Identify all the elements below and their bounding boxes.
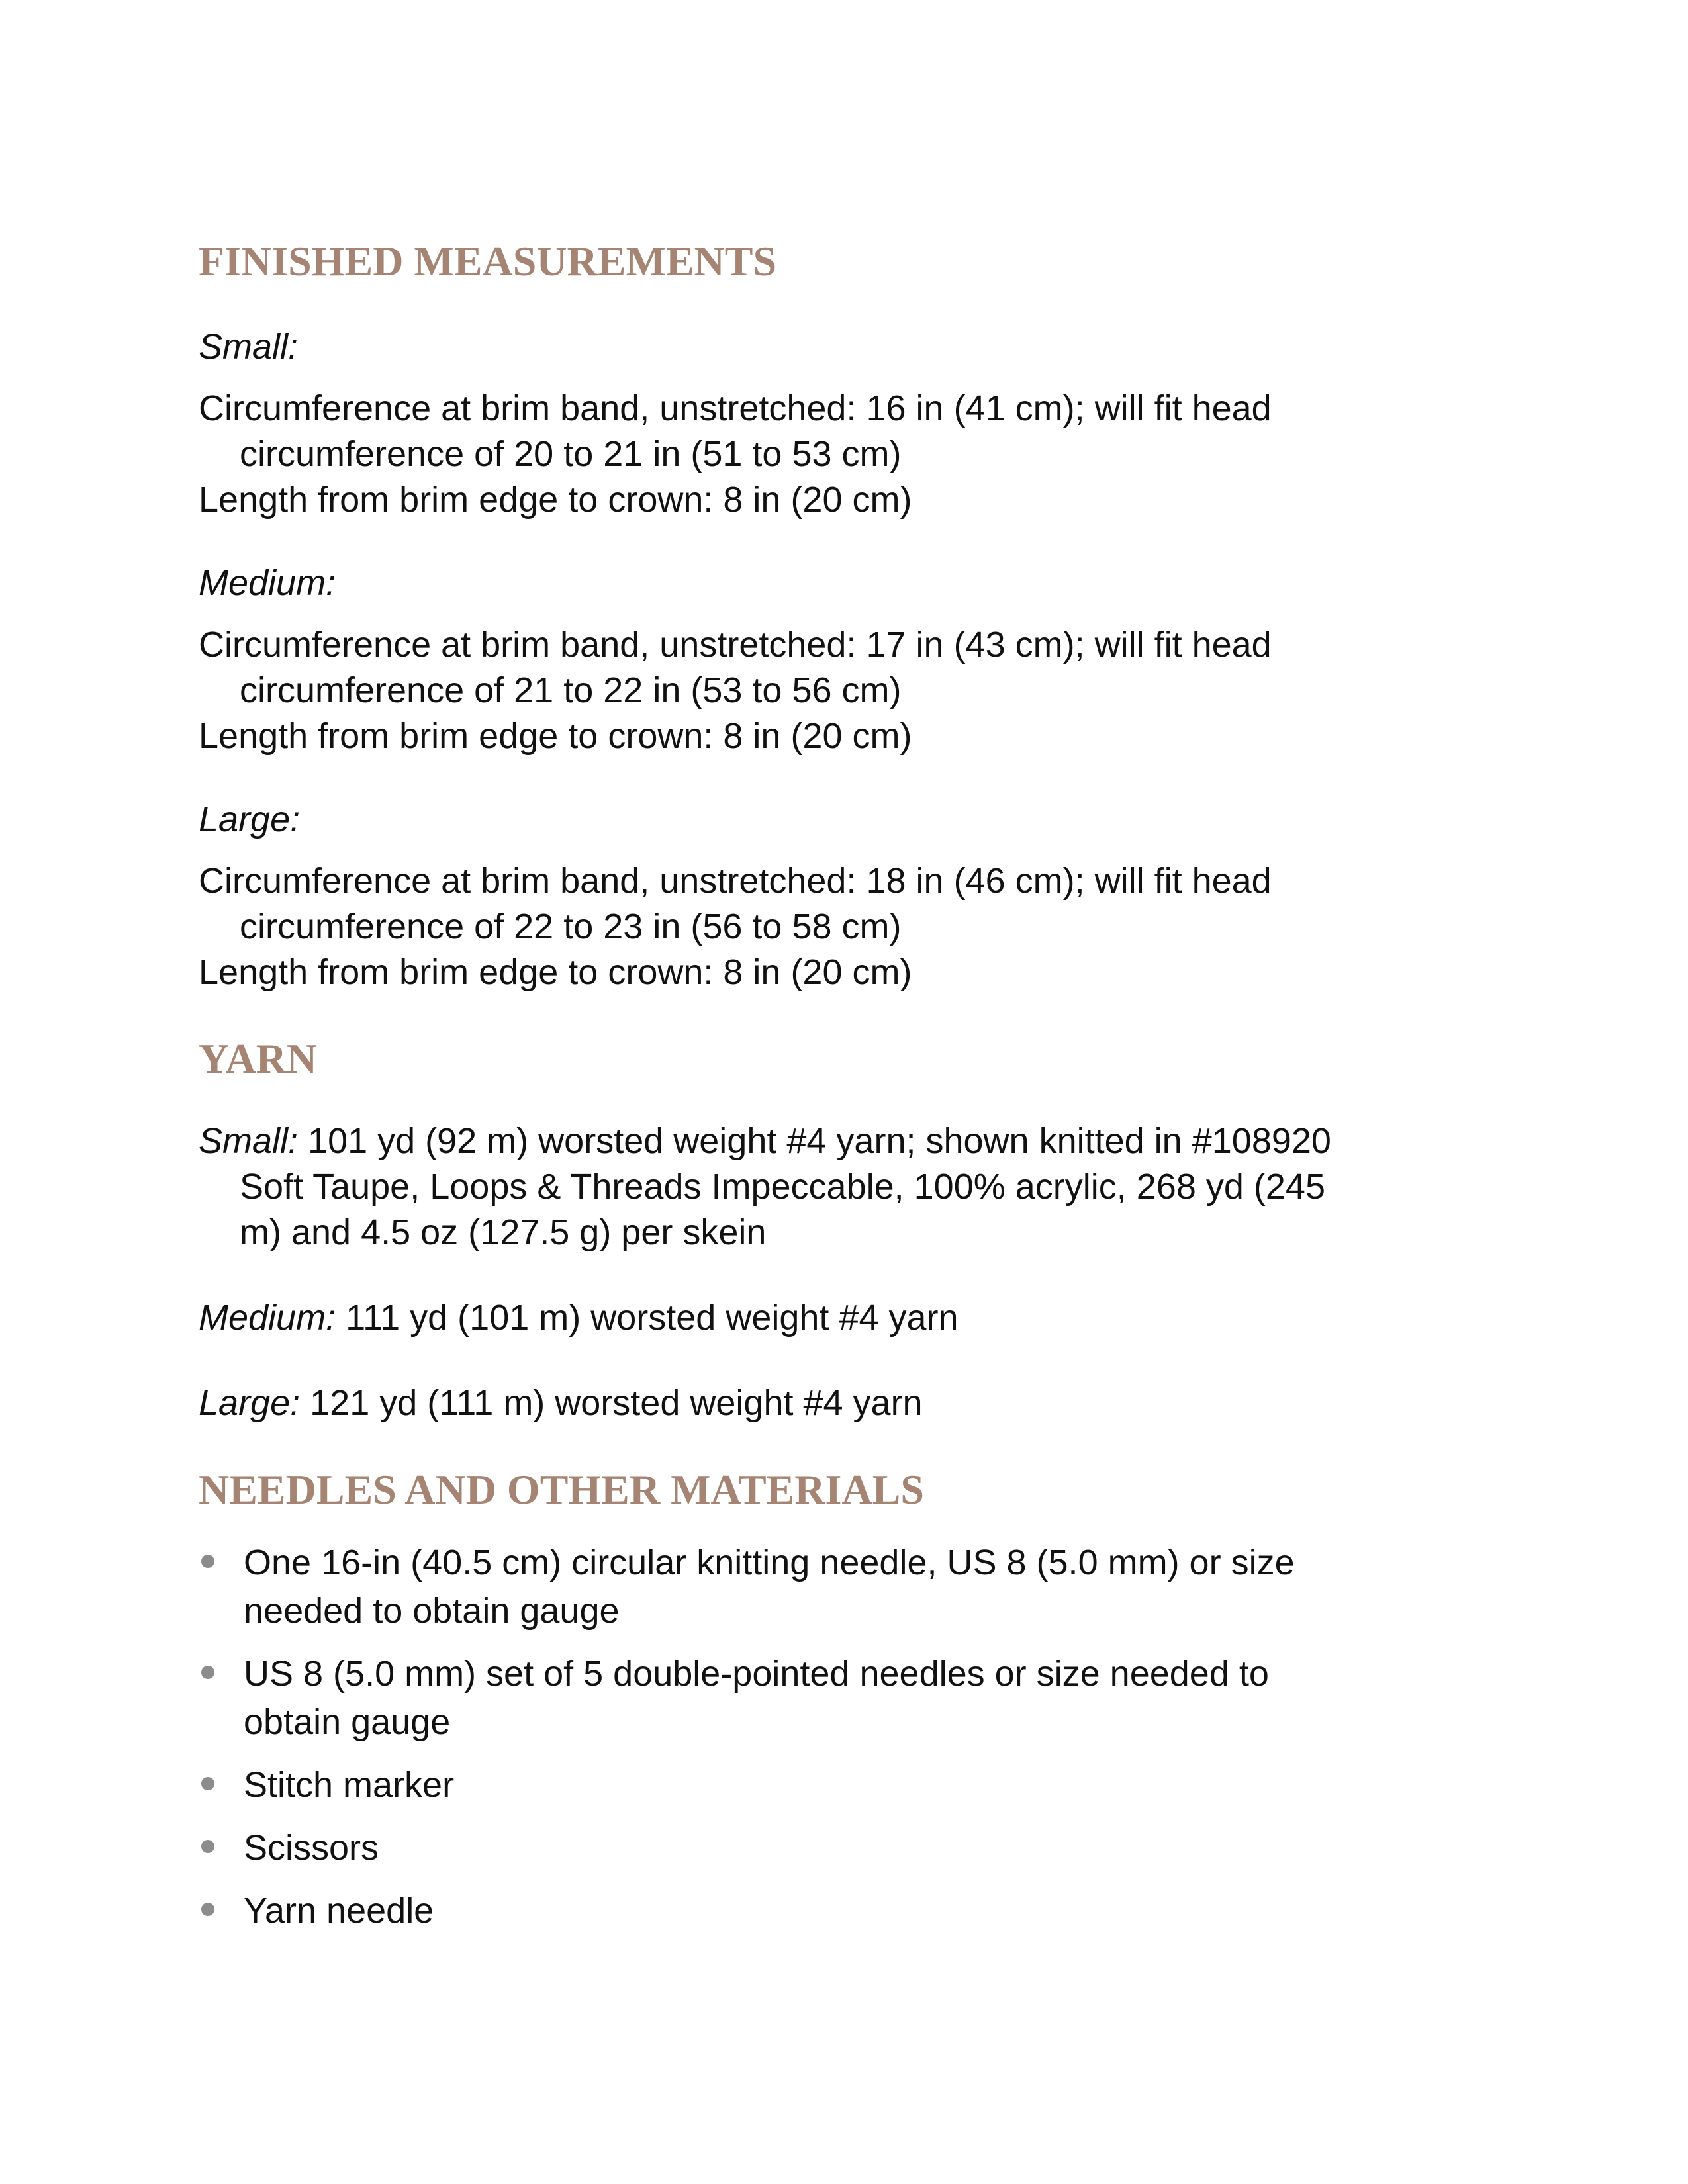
finished-measurements-heading: FINISHED MEASUREMENTS (199, 238, 777, 285)
size-medium-length: Length from brim edge to crown: 8 in (20 cm) (199, 716, 912, 756)
yarn-heading: YARN (199, 1035, 317, 1082)
yarn-small-line1 (199, 1118, 1496, 1164)
materials-item-dpn-line2: obtain gauge (244, 1702, 451, 1742)
yarn-small-line2: Soft Taupe, Loops & Threads Impeccable, 100% acrylic, 268 yd (245 (240, 1167, 1325, 1206)
bullet-icon (201, 1555, 214, 1568)
materials-item-stitch-marker: Stitch marker (244, 1765, 455, 1805)
yarn-small-text: 101 yd (92 m) worsted weight #4 yarn; shown knitted in #108920 (298, 1121, 1331, 1161)
size-large-label: Large: (199, 799, 301, 839)
yarn-large-text: 121 yd (111 m) worsted weight #4 yarn (300, 1383, 923, 1423)
yarn-large-line1 (199, 1381, 1496, 1426)
bullet-icon (201, 1777, 214, 1790)
materials-item-circular-needle-line1: One 16-in (40.5 cm) circular knitting needle, US 8 (5.0 mm) or size (244, 1543, 1295, 1582)
size-large-circumference: Circumference at brim band, unstretched: 18 in (46 cm); will fit head (199, 861, 1272, 901)
yarn-large-label: Large: (199, 1383, 301, 1423)
list-item (199, 1650, 1496, 1747)
materials-list (199, 1539, 1496, 1935)
bullet-icon (201, 1840, 214, 1853)
document-body (199, 235, 1496, 1950)
yarn-medium-entry (199, 1295, 1496, 1341)
size-large-block (199, 796, 1496, 995)
size-small-block (199, 324, 1496, 523)
list-item (199, 1824, 1496, 1872)
list-item (199, 1539, 1496, 1635)
yarn-medium-label: Medium: (199, 1298, 336, 1338)
bullet-icon (201, 1903, 214, 1916)
size-medium-circumference: Circumference at brim band, unstretched: 17 in (43 cm); will fit head (199, 625, 1272, 664)
yarn-medium-text: 111 yd (101 m) worsted weight #4 yarn (336, 1298, 959, 1338)
size-large-length: Length from brim edge to crown: 8 in (20 cm) (199, 952, 912, 992)
size-small-label: Small: (199, 327, 299, 367)
yarn-small-entry (199, 1118, 1496, 1255)
materials-item-circular-needle-line2: needed to obtain gauge (244, 1591, 620, 1631)
materials-item-yarn-needle: Yarn needle (244, 1891, 434, 1931)
yarn-small-label: Small: (199, 1121, 299, 1161)
size-medium-block (199, 560, 1496, 759)
yarn-large-entry (199, 1381, 1496, 1426)
needles-heading: NEEDLES AND OTHER MATERIALS (199, 1466, 924, 1513)
size-small-head-circumference: circumference of 20 to 21 in (51 to 53 cm) (240, 434, 902, 474)
size-small-length: Length from brim edge to crown: 8 in (20 cm) (199, 480, 912, 520)
list-item (199, 1761, 1496, 1809)
size-small-circumference: Circumference at brim band, unstretched: 16 in (41 cm); will fit head (199, 388, 1272, 428)
yarn-medium-line1 (199, 1295, 1496, 1341)
size-large-head-circumference: circumference of 22 to 23 in (56 to 58 cm) (240, 907, 902, 946)
size-medium-label: Medium: (199, 563, 336, 603)
yarn-small-line3: m) and 4.5 oz (127.5 g) per skein (240, 1212, 767, 1252)
list-item (199, 1887, 1496, 1935)
materials-item-dpn-line1: US 8 (5.0 mm) set of 5 double-pointed needles or size needed to (244, 1654, 1269, 1694)
size-medium-head-circumference: circumference of 21 to 22 in (53 to 56 cm) (240, 670, 902, 710)
materials-item-scissors: Scissors (244, 1828, 379, 1868)
bullet-icon (201, 1666, 214, 1679)
